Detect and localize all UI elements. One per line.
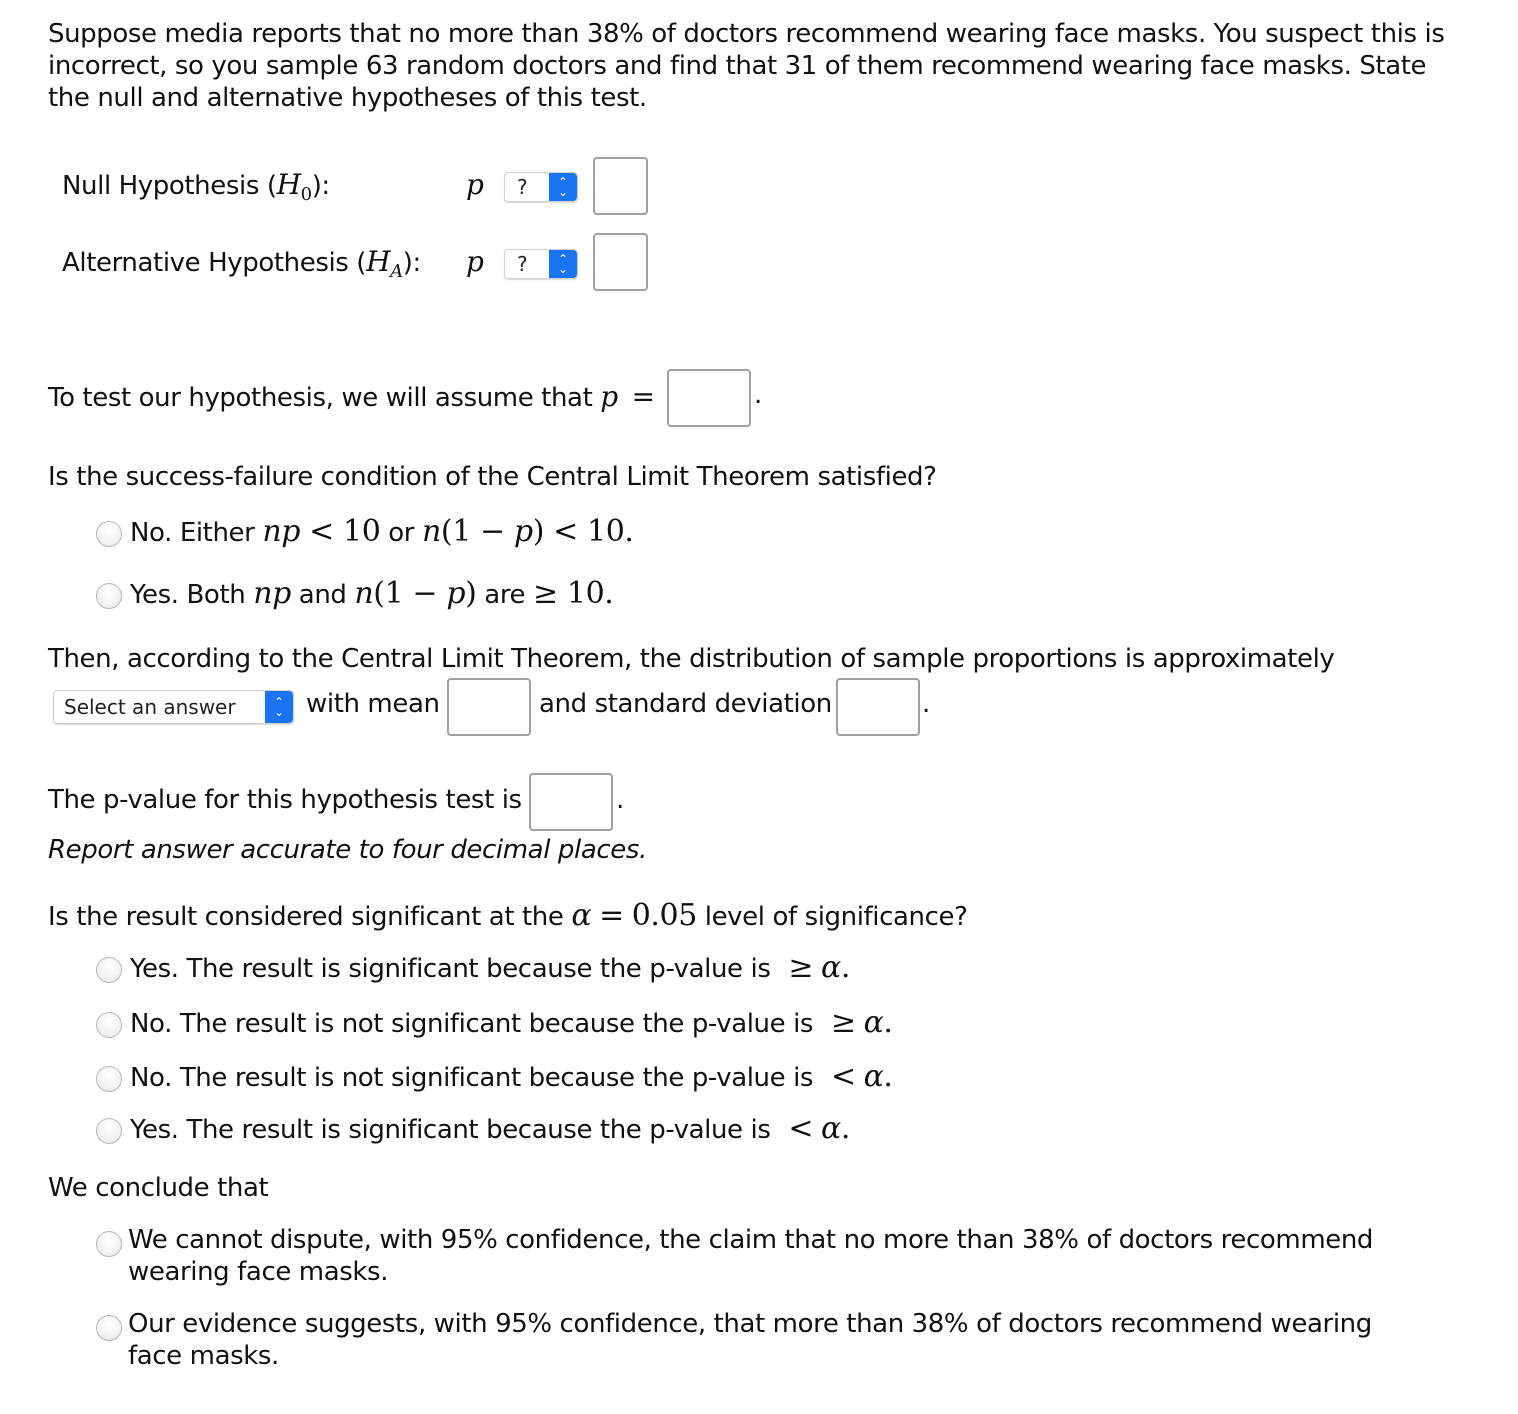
clt-option-no-radio[interactable] [96, 521, 122, 547]
sig-option-4-radio[interactable] [96, 1118, 122, 1144]
null-close: ): [311, 171, 330, 201]
math-alpha: α [863, 1059, 884, 1094]
sd-input[interactable] [836, 678, 920, 736]
sig-option-2-radio[interactable] [96, 1012, 122, 1038]
math-rel: ≥ [830, 1005, 856, 1040]
pvalue-note: Report answer accurate to four decimal places. [48, 835, 647, 865]
select-chevrons-icon: ⌃ ⌄ [549, 250, 577, 278]
math-alpha: α [820, 1111, 841, 1146]
null-hypothesis-label [62, 168, 330, 205]
clt-option-yes-radio[interactable] [96, 583, 122, 609]
conclusion-option-2-label[interactable]: Our evidence suggests, with 95% confidence, that more than 38% of doctors recommend wearing face masks. [128, 1309, 1372, 1371]
null-select-value: ? [517, 175, 528, 199]
math-lt-10: < 10 [300, 514, 381, 549]
assumed-p-input[interactable] [667, 369, 751, 427]
opt-are: are [476, 580, 534, 610]
math-n: n [421, 514, 441, 549]
math-rel: < [830, 1059, 856, 1094]
sig-post: level of significance? [704, 902, 968, 932]
conclusion-option-1-label[interactable]: We cannot dispute, with 95% confidence, the claim that no more than 38% of doctors recommend wearing face masks. [128, 1225, 1374, 1287]
sig-option-3-radio[interactable] [96, 1066, 122, 1092]
math-np: np [253, 576, 291, 611]
alt-variable-p: p [466, 245, 484, 278]
alt-hypothesis-label [62, 245, 421, 282]
select-chevrons-icon: ⌃ ⌄ [265, 691, 293, 723]
math-geq-10: ≥ 10. [533, 576, 614, 611]
sig-option-2-label[interactable] [130, 1005, 893, 1040]
math-period: . [883, 1005, 893, 1040]
null-symbol: H [276, 168, 301, 201]
sig-option-1-radio[interactable] [96, 957, 122, 983]
clt-option-no-label[interactable] [130, 514, 634, 549]
null-variable-p: p [466, 168, 484, 201]
opt-or: or [380, 518, 422, 548]
math-period: . [840, 1111, 850, 1146]
alt-select-value: ? [517, 252, 528, 276]
sd-label: and standard deviation [539, 689, 832, 719]
alpha-level: 0.05 [631, 898, 697, 933]
distribution-period: . [922, 689, 930, 719]
math-np: np [262, 514, 301, 549]
math-paren: (1 − [373, 576, 447, 611]
opt-text: No. Either [130, 518, 263, 548]
assume-period: . [754, 380, 762, 410]
pvalue-input[interactable] [529, 773, 613, 831]
opt-text: Yes. Both [130, 580, 254, 610]
alt-close: ): [402, 248, 421, 278]
math-p: p [446, 576, 466, 611]
alt-relation-select[interactable] [504, 249, 578, 279]
null-subscript: 0 [300, 184, 312, 206]
math-paren: (1 − [440, 514, 514, 549]
assume-var: p [600, 380, 618, 413]
math-n: n [354, 576, 374, 611]
alt-label-text: Alternative Hypothesis ( [62, 248, 367, 278]
distribution-text: Then, according to the Central Limit Theorem, the distribution of sample proportions is approximately [48, 644, 1335, 674]
null-label-text: Null Hypothesis ( [62, 171, 277, 201]
math-rel: < [788, 1111, 814, 1146]
opt-text: No. The result is not significant because the p-value is [130, 1063, 814, 1093]
math-eq: = [599, 898, 624, 933]
math-alpha: α [571, 898, 592, 933]
math-alpha: α [863, 1005, 884, 1040]
opt-text: No. The result is not significant because the p-value is [130, 1009, 814, 1039]
math-close: ) < 10. [532, 514, 634, 549]
math-p: p [513, 514, 533, 549]
alt-value-input[interactable] [593, 233, 648, 291]
sig-pre: Is the result considered significant at the [48, 902, 564, 932]
with-mean-label: with mean [306, 689, 440, 719]
math-close: ) [465, 576, 477, 611]
alt-subscript: A [390, 261, 403, 283]
opt-text: Yes. The result is significant because the p-value is [130, 1115, 771, 1145]
pvalue-period: . [616, 785, 624, 815]
clt-option-yes-label[interactable] [130, 576, 613, 611]
math-alpha: α [820, 950, 841, 985]
math-rel: ≥ [788, 950, 814, 985]
alt-symbol: H [366, 245, 391, 278]
sig-option-3-label[interactable] [130, 1059, 893, 1094]
sig-option-4-label[interactable] [130, 1111, 850, 1146]
mean-input[interactable] [447, 678, 531, 736]
question-text: Suppose media reports that no more than 38% of doctors recommend wearing face masks. You suspect this is incorrect, so you sample 63 random doctors and find that 31 of them recommend wearing face masks. State the null and alternative hypotheses of this test. [48, 19, 1445, 113]
sig-option-1-label[interactable] [130, 950, 850, 985]
conclusion-option-1-radio[interactable] [96, 1231, 122, 1257]
null-relation-select[interactable] [504, 172, 578, 202]
null-value-input[interactable] [593, 157, 648, 215]
assume-text [48, 380, 655, 413]
assume-label: To test our hypothesis, we will assume that [48, 383, 593, 413]
distribution-select-value: Select an answer [64, 695, 236, 719]
math-period: . [840, 950, 850, 985]
pvalue-label: The p-value for this hypothesis test is [48, 785, 522, 815]
significance-question [48, 898, 968, 933]
distribution-select[interactable] [53, 690, 294, 724]
opt-and: and [290, 580, 355, 610]
conclusion-label: We conclude that [48, 1173, 269, 1203]
opt-text: Yes. The result is significant because the p-value is [130, 954, 771, 984]
math-period: . [883, 1059, 893, 1094]
select-chevrons-icon: ⌃ ⌄ [549, 173, 577, 201]
conclusion-option-2-radio[interactable] [96, 1315, 122, 1341]
clt-question: Is the success-failure condition of the Central Limit Theorem satisfied? [48, 462, 937, 492]
assume-eq: = [631, 380, 655, 413]
